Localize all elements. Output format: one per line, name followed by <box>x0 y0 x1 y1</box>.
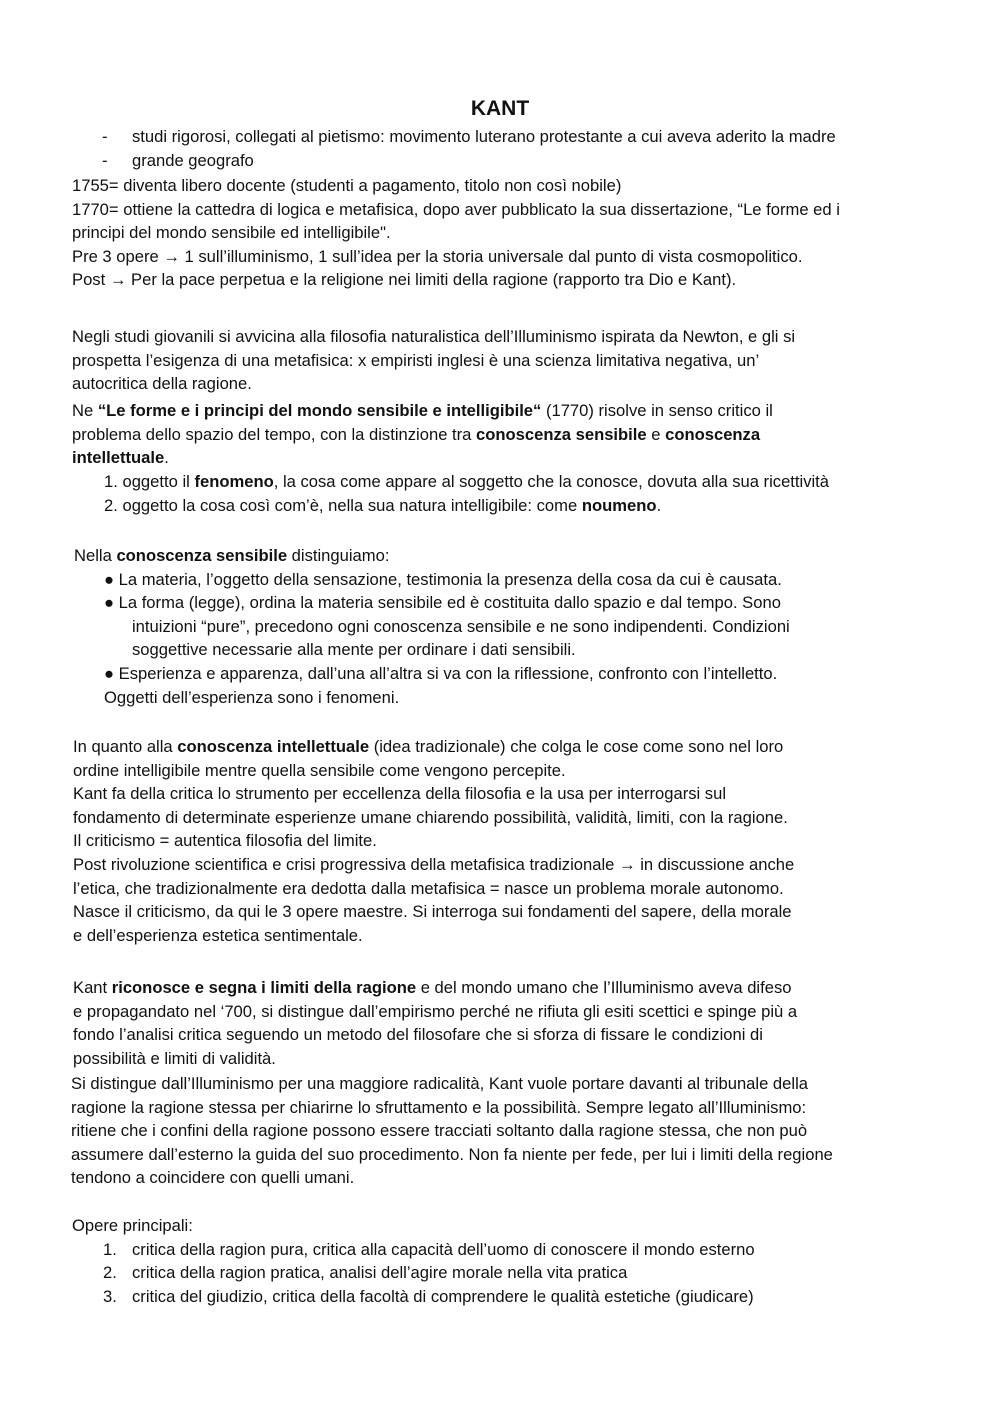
page-title: KANT <box>470 97 530 120</box>
paragraph-illuminismo: Si distingue dall’Illuminismo per una maggiore radicalità, Kant vuole portare davanti al tribunale della ragione la ragione stessa per chiarirne lo sfruttamento e la possibilità. Sempre legato all’Illuminismo: ritiene che i confini della ragione possono essere tracciati soltanto dalla ragione stessa, che non può assumere dall’esterno la guida del suo procedimento. Non fa niente per fede, per lui i limiti della regione tendono a coincidere con quelli umani. <box>71 1074 833 1188</box>
list-item: 2. oggetto la cosa così com’è, nella sua natura intelligibile: come noumeno. <box>104 495 662 515</box>
dash-list <box>72 125 942 172</box>
section-heading: Opere principali: <box>72 1216 193 1235</box>
list-item: 1. oggetto il fenomeno, la cosa come appare al soggetto che la conosce, dovuta alla sua ricettività <box>104 472 830 491</box>
paragraph-dissertazione: Ne “Le forme e i principi del mondo sensibile e intelligibile“ (1770) risolve in senso critico il problema dello spazio del tempo, con la distinzione tra conoscenza sensibile e conoscenza intellettuale. <box>72 401 773 468</box>
intro-paragraph: 1755= diventa libero docente (studenti a pagamento, titolo non così nobile) 1770= ottiene la cattedra di logica e metafisica, dopo aver pubblicato la sua dissertazione, “Le forme ed i principi del mondo sensibile ed intelligibile". Pre 3 opere → 1 sull’illuminismo, 1 sull’idea per la storia universale dal punto di vista cosmopolitico. Post → Per la pace perpetua e la religione nei limiti della ragione (rapporto tra Dio e Kant). <box>72 176 840 290</box>
bullet-item: ● La materia, l’oggetto della sensazione, testimonia la presenza della cosa da cui è causata. <box>104 569 782 589</box>
bullet-item: ● Esperienza e apparenza, dall’una all’altra si va con la riflessione, confronto con l’intelletto. <box>104 663 778 683</box>
section-conoscenza-intellettuale: In quanto alla conoscenza intellettuale (idea tradizionale) che colga le cose come sono nel loro ordine intelligibile mentre quella sensibile come vengono percepite. Kant fa della critica lo strumento per eccellenza della filosofia e la usa per interrogarsi sul fondamento di determinate esperienze umane chiarendo possibilità, validità, limiti, con la ragione. Il criticismo = autentica filosofia del limite. Post rivoluzione scientifica e crisi progressiva della metafisica tradizionale → in discussione anche l’etica, che tradizionalmente era dedotta dalla metafisica = nasce un problema morale autonomo. Nasce il criticismo, da qui le 3 opere maestre. Si interroga sui fondamenti del sapere, della morale e dell’esperienza estetica sentimentale. <box>73 737 795 945</box>
section-limiti-ragione: Kant riconosce e segna i limiti della ragione e del mondo umano che l’Illuminismo aveva difeso e propagandato nel ‘700, si distingue dall’empirismo perché ne rifiuta gli esiti scettici e spinge più a fondo l’analisi critica seguendo un metodo del filosofare che si sforza di fissare le condizioni di possibilità e limiti di validità. <box>73 978 798 1068</box>
list-item: 2. critica della ragion pratica, analisi dell’agire morale nella vita pratica <box>103 1263 628 1283</box>
section-opere-principali <box>72 1214 942 1308</box>
list-item: - studi rigorosi, collegati al pietismo: movimento luterano protestante a cui aveva aderito la madre <box>102 127 836 146</box>
bullet-item: ● La forma (legge), ordina la materia sensibile ed è costituita dallo spazio e dal tempo. Sono <box>104 593 781 613</box>
list-item: - grande geografo <box>102 150 254 170</box>
list-item: 1. critica della ragion pura, critica alla capacità dell’uomo di conoscere il mondo esterno <box>103 1239 755 1259</box>
objects-list <box>104 470 974 517</box>
list-item: 3. critica del giudizio, critica della facoltà di comprendere le qualità estetiche (giudicare) <box>103 1286 754 1306</box>
paragraph-studi-giovanili: Negli studi giovanili si avvicina alla filosofia naturalistica dell’Illuminismo ispirata da Newton, e gli si prospetta l’esigenza di una metafisica: x empiristi inglesi è una scienza limitativa negativa, un’ autocritica della ragione. <box>72 327 796 394</box>
section-conoscenza-sensibile: Nella conoscenza sensibile distinguiamo: ● La materia, l’oggetto della sensazione, testimonia la presenza della cosa da cui è causata. ● La forma (legge), ordina la materia sensibile ed è costituita dallo spazio e dal tempo. Sono intuizioni “pure”, precedono ogni conoscenza sensibile e ne sono indipendenti. Condizioni soggettive necessarie alla mente per ordinare i dati sensibili. ● Esperienza e apparenza, dall’una all’altra si va con la riflessione, confronto con l’intelletto. Oggetti dell’esperienza sono i fenomeni. <box>74 544 944 709</box>
